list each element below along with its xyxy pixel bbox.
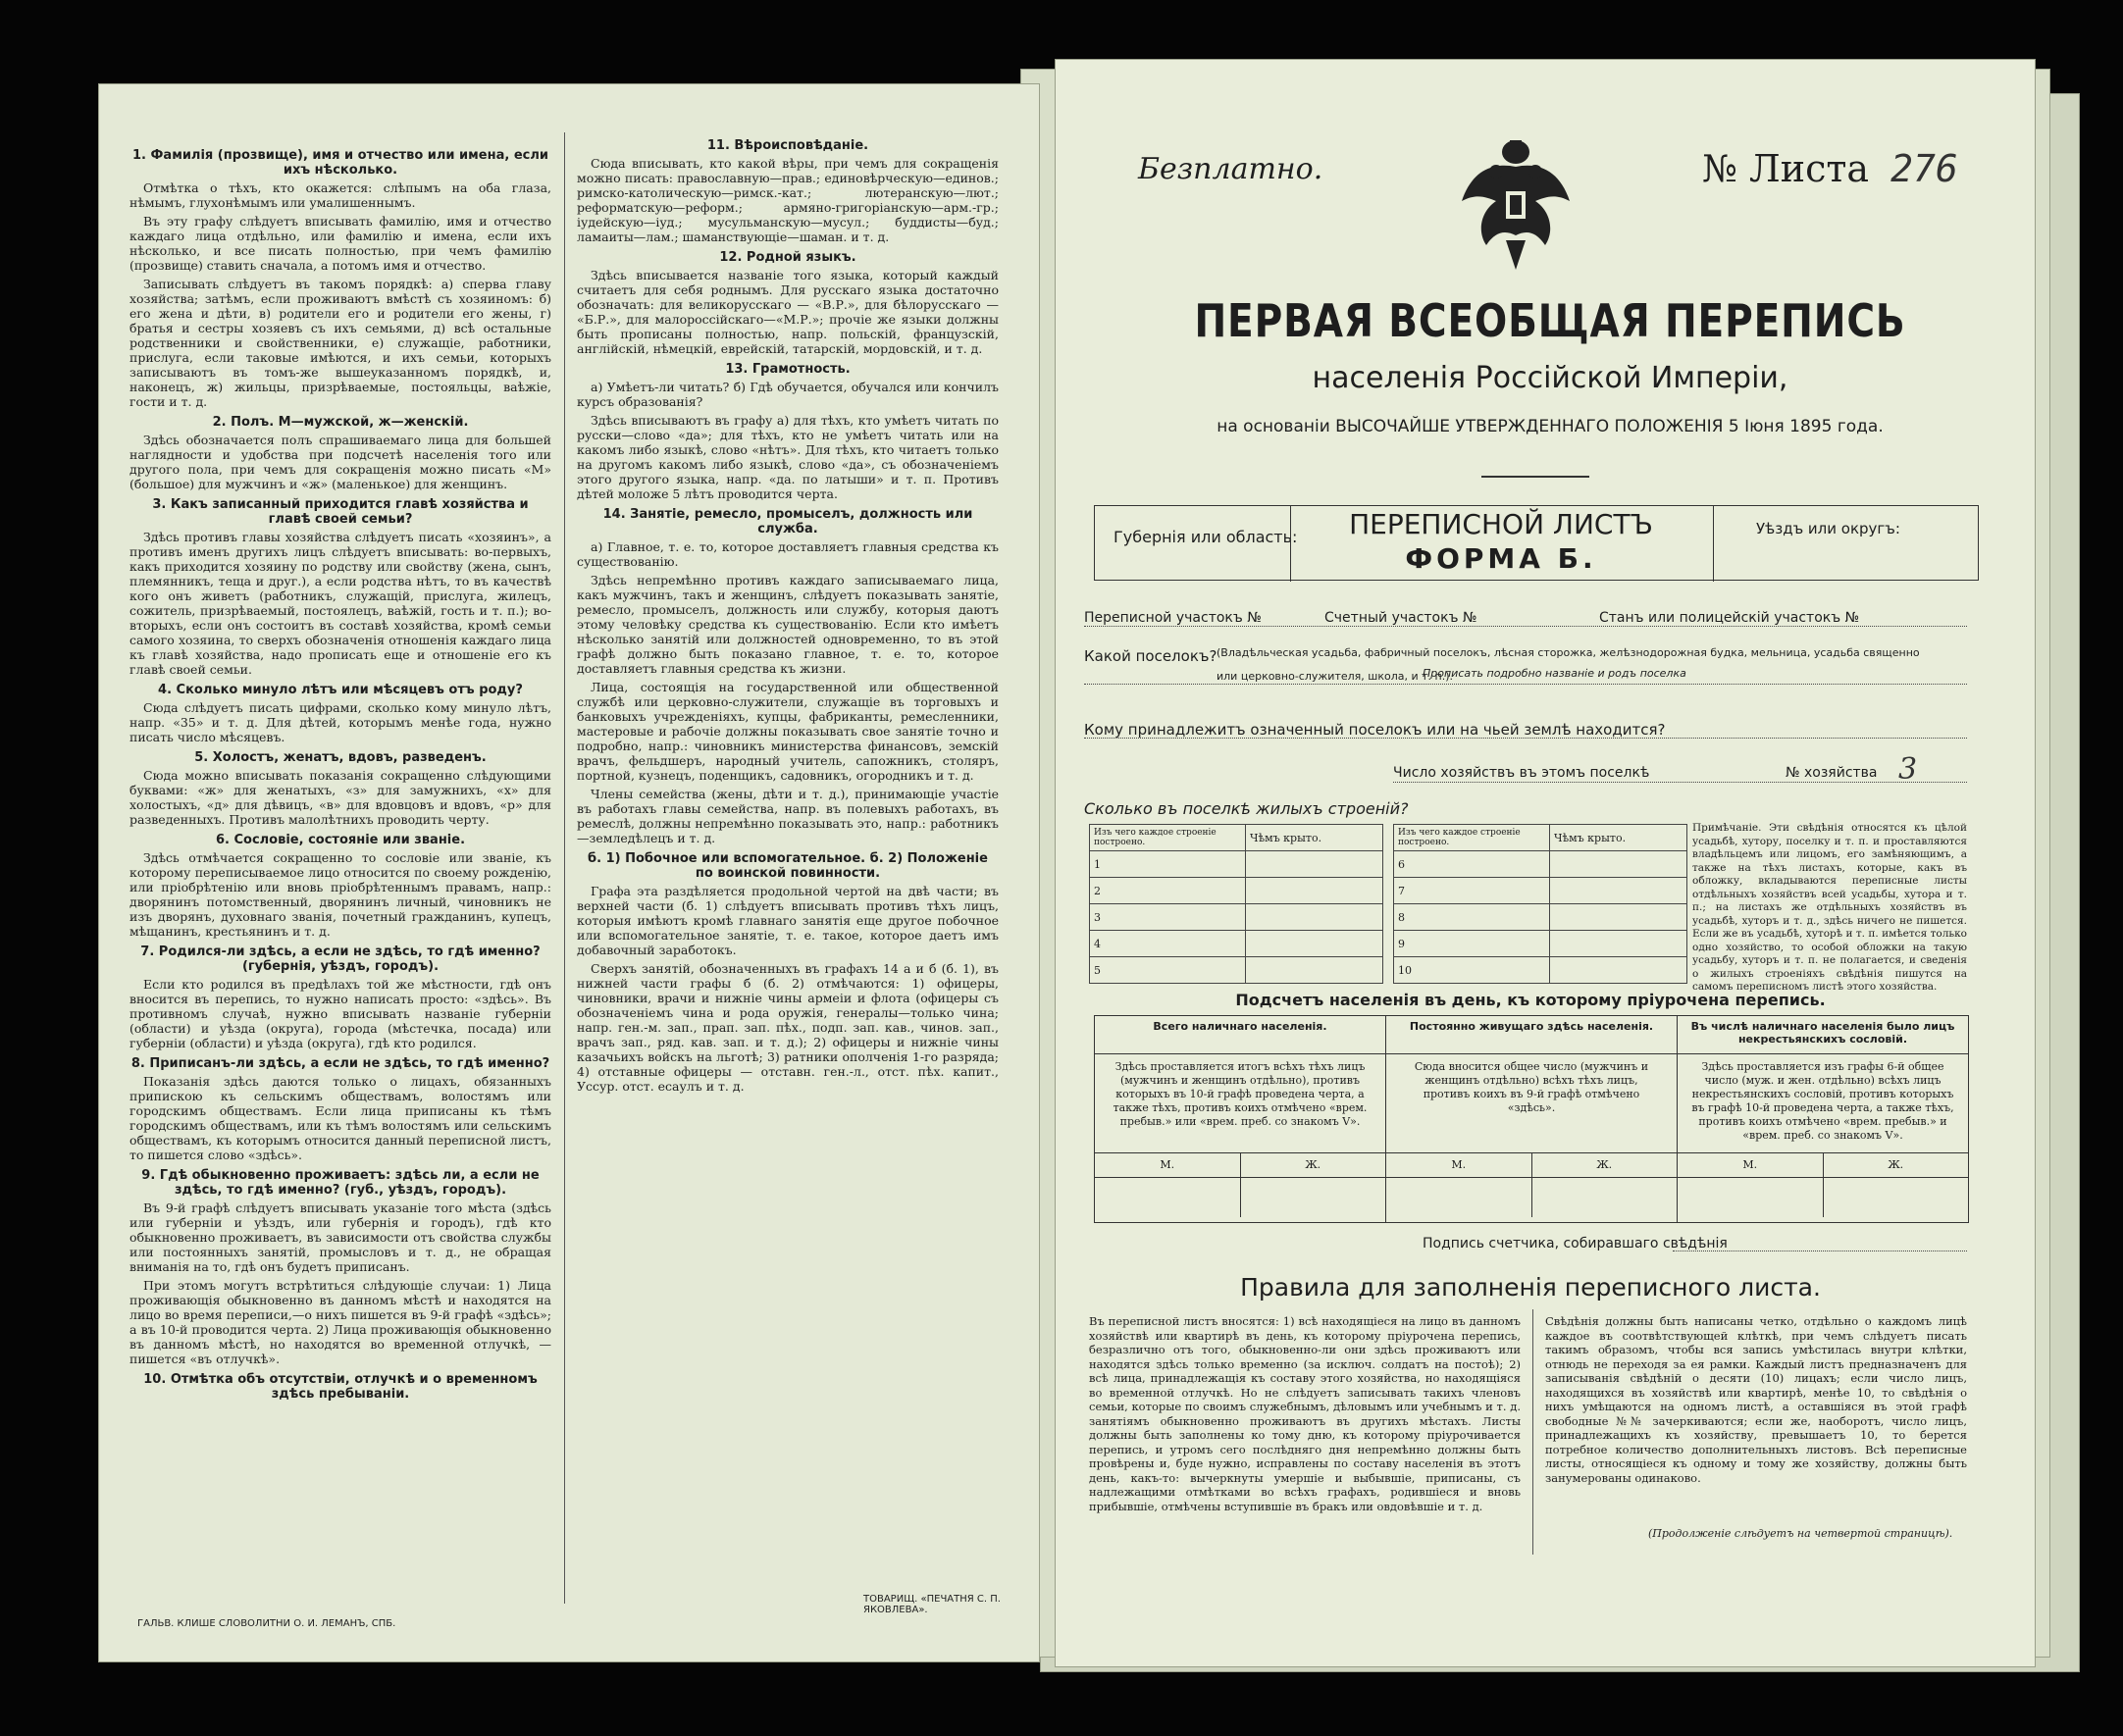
- female-header: Ж.: [1305, 1158, 1321, 1171]
- count-input-cell[interactable]: [1678, 1178, 1824, 1217]
- sheet-number-label: № Листа: [1702, 147, 1870, 190]
- section-heading: 1. Фамилія (прозвище), имя и отчество или имена, если ихъ нѣсколько.: [132, 148, 548, 178]
- count-input-cell[interactable]: [1824, 1178, 1969, 1217]
- building-number: 4: [1090, 931, 1246, 957]
- settlement-label: Какой поселокъ?: [1084, 647, 1217, 665]
- count-column: [1386, 1016, 1678, 1222]
- double-headed-eagle-icon: [1452, 132, 1579, 280]
- table-row: [1090, 851, 1383, 878]
- count-column-text: Сюда вносится общее число (мужчинъ и женщинъ отдѣльно) всѣхъ тѣхъ лицъ, противъ коихъ въ 9-й графѣ отмѣчено «здѣсь».: [1414, 1060, 1649, 1114]
- table-row: [1090, 878, 1383, 904]
- census-basis: на основаніи ВЫСОЧАЙШЕ УТВЕРЖДЕННАГО ПОЛОЖЕНІЯ 5 Іюня 1895 года.: [1217, 417, 1884, 436]
- roof-cell[interactable]: [1246, 931, 1383, 957]
- divider: [1481, 476, 1589, 478]
- section-heading: 9. Гдѣ обыкновенно проживаетъ: здѣсь ли, а если не здѣсь, то гдѣ именно? (губ., уѣздъ, городъ).: [141, 1168, 540, 1198]
- rules-continued: (Продолженіе слѣдуетъ на четвертой страницѣ).: [1648, 1527, 1953, 1540]
- buildings-label: Сколько въ поселкѣ жилыхъ строеній?: [1084, 799, 1409, 818]
- buildings-note: Примѣчаніе. Эти свѣдѣнія относятся къ цѣлой усадьбѣ, хутору, поселку и т. п. и проставляются владѣльцемъ или лицомъ, его замѣняющимъ, а также на тѣхъ листахъ, которые, какъ въ обложку, вкладываются переписные листы отдѣльныхъ хозяйствъ всей усадьбы, хутора и т. п.; на листахъ же отдѣльныхъ хозяйствъ въ усадьбѣ, хуторъ и т. д., здѣсь ничего не пишется. Если же въ усадьбѣ, хуторѣ и т. п. имѣется только одно хозяйство, то особой обложки на такую усадьбу, хуторъ и т. п. не полагается, и сведенія о жилыхъ строеніяхъ свѣдѣнія пишутся на самомъ переписномъ листѣ этого хозяйства.: [1692, 822, 1967, 993]
- settlement-hint-detail: Прописать подробно названіе и родъ поселка: [1423, 667, 1686, 680]
- building-number: 10: [1394, 957, 1550, 984]
- section-heading: 3. Какъ записанный приходится главѣ хозяйства и главѣ своей семьи?: [152, 497, 529, 527]
- column-divider: [564, 132, 565, 1604]
- count-column-head: Въ числѣ наличнаго населенія было лицъ некрестьянскихъ сословій.: [1678, 1016, 1968, 1054]
- form-title: ПЕРЕПИСНОЙ ЛИСТЪ: [1349, 508, 1653, 540]
- uezd-label: Уѣздъ или округъ:: [1756, 520, 1900, 537]
- table-row: [1090, 931, 1383, 957]
- form-subtitle: ФОРМА Б.: [1405, 542, 1597, 575]
- section-paragraph: Здѣсь вписываютъ въ графу а) для тѣхъ, кто умѣетъ читать по русски—слово «да»; для тѣхъ, кто не умѣетъ читать или на какомъ либо языкѣ, слово «нѣтъ». Для тѣхъ, кто читаетъ только на другомъ какомъ либо языкѣ, слово «да», съ обозначеніемъ этого другого языка, напр. «да. по латыши» и т. п. Противъ дѣтей моложе 5 лѣтъ проводится черта.: [577, 413, 999, 501]
- census-district-field[interactable]: [1084, 626, 1967, 627]
- table-row: [1394, 851, 1687, 878]
- roof-cell[interactable]: [1246, 957, 1383, 984]
- left-page: [98, 83, 1040, 1662]
- police-district-label: Станъ или полицейскій участокъ №: [1599, 610, 1860, 626]
- section-heading: 5. Холостъ, женатъ, вдовъ, разведенъ.: [194, 750, 487, 765]
- section-paragraph: Лица, состоящія на государственной или общественной службѣ или церковно-служители, служащіе въ торговыхъ и банковыхъ учрежденіяхъ, купцы, фабриканты, ремесленники, мастеровые и рабочіе должны показывать свое занятіе точно и подробно, напр.: чиновникъ министерства финансовъ, земскій врачъ, фельдшеръ, народный учитель, сапожникъ, столяръ, портной, кузнецъ, поденщикъ, садовникъ, огородникъ и т. д.: [577, 680, 999, 783]
- count-column: [1095, 1016, 1386, 1222]
- section-heading: 4. Сколько минуло лѣтъ или мѣсяцевъ отъ роду?: [158, 683, 523, 697]
- printer-credit-left: ГАЛЬВ. КЛИШЕ СЛОВОЛИТНИ О. И. ЛЕМАНЪ, СПБ.: [137, 1618, 396, 1629]
- households-field[interactable]: [1393, 782, 1967, 783]
- settlement-field[interactable]: [1084, 684, 1967, 685]
- building-number: 8: [1394, 904, 1550, 931]
- printer-credit-right: ТОВАРИЩ. «ПЕЧАТНЯ С. П. ЯКОВЛЕВА».: [863, 1594, 1001, 1615]
- household-number-label: № хозяйства: [1786, 765, 1878, 781]
- table-row: [1090, 904, 1383, 931]
- section-heading: 10. Отмѣтка объ отсутствіи, отлучкѣ и о временномъ здѣсь пребываніи.: [143, 1372, 538, 1402]
- census-title: ПЕРВАЯ ВСЕОБЩАЯ ПЕРЕПИСЬ: [1194, 294, 1906, 347]
- sheet-number-value: 276: [1890, 147, 1958, 190]
- section-paragraph: Сюда слѣдуетъ писать цифрами, сколько кому минуло лѣтъ, напр. «35» и т. д. Для дѣтей, которымъ менѣе года, нужно писать число мѣсяцевъ.: [129, 700, 551, 744]
- sheet-number: [1702, 147, 1958, 190]
- section-paragraph: Сверхъ занятій, обозначенныхъ въ графахъ 14 а и б (б. 1), въ нижней части графы б (б. 2) отмѣчаются: 1) офицеры, чиновники, врачи и нижніе чины армеіи и флота (офицеры съ обозначеніемъ чина и рода оружія, генералы—только чина; напр. ген.-м. зап., прап. зап. пѣх., подп. зап. кав., чинов. зап., врачъ зап., ряд. кав. зап. и т. д.); 2) офицеры и нижніе чины казачьихъ войскъ на льготѣ; 3) ратники ополченія 1-го разряда; 4) отставные офицеры — отставн. ген.-л., отст. пѣх. капит., Уссур. отст. есаулъ и т. д.: [577, 961, 999, 1094]
- section-heading: 13. Грамотность.: [725, 362, 851, 377]
- rules-right-text: Свѣдѣнія должны быть написаны четко, отдѣльно о каждомъ лицѣ каждое въ соотвѣтствующей клѣткѣ, при чемъ слѣдуетъ писать такимъ образомъ, чтобы вся запись умѣстилась внутри клѣтки, отнюдь не переходя за ея рамки. Каждый листъ предназначенъ для записыванія свѣдѣній о десяти (10) лицахъ; если число лицъ, находящихся въ хозяйствѣ или квартирѣ, менѣе 10, то свѣдѣнія о нихъ умѣщаются на одномъ листѣ, а оставшіяся въ этой графѣ свободные №№ зачеркиваются; если же, наоборотъ, число лицъ, принадлежащихъ къ хозяйству, превышаетъ 10, то берется потребное количество дополнительныхъ листовъ. Всѣ переписные листы, относящіеся къ одному и тому же хозяйству, должны быть занумерованы одинаково.: [1545, 1314, 1967, 1485]
- building-number: 5: [1090, 957, 1246, 984]
- section-paragraph: Сюда вписывать, кто какой вѣры, при чемъ для сокращенія можно писать: православную—прав.; единовѣрческую—единов.; римско-католическую—римск.-кат.; лютеранскую—лют.; реформатскую—реформ.; армяно-григоріанскую—арм.-гр.; іудейскую—іуд.; мусульманскую—мусул.; буддисты—буд.; ламаиты—лам.; шаманствующіе—шаман. и т. д.: [577, 156, 999, 244]
- section-heading: б. 1) Побочное или вспомогательное. б. 2) Положеніе по воинской повинности.: [588, 851, 988, 881]
- roof-cell[interactable]: [1550, 904, 1687, 931]
- count-input-cell[interactable]: [1386, 1178, 1532, 1217]
- section-paragraph: а) Умѣетъ-ли читать? б) Гдѣ обучается, обучался или кончилъ курсъ образованія?: [577, 380, 999, 409]
- female-header: Ж.: [1596, 1158, 1613, 1171]
- section-heading: 12. Родной языкъ.: [719, 250, 856, 265]
- section-heading: 7. Родился-ли здѣсь, а если не здѣсь, то гдѣ именно? (губернія, уѣздъ, городъ).: [140, 945, 541, 974]
- count-column-head: Всего наличнаго населенія.: [1095, 1016, 1385, 1054]
- section-heading: 6. Сословіе, состояніе или званіе.: [215, 833, 466, 847]
- build-head-roof: Чѣмъ крыто.: [1550, 825, 1687, 851]
- settlement-hint: (Владѣльческая усадьба, фабричный поселокъ, лѣсная сторожка, желѣзнодорожная будка, мельница, усадьба священно или церковно-служителя, школа, и т. п.).: [1217, 646, 1920, 683]
- section-paragraph: Въ эту графу слѣдуетъ вписывать фамилію, имя и отчество каждаго лица отдѣльно, или фамилію и имена, если ихъ нѣсколько, и все писать полностью, при чемъ фамилію (прозвище) ставить сначала, а потомъ имя и отчество.: [129, 214, 551, 273]
- owner-field[interactable]: [1084, 738, 1967, 739]
- section-paragraph: Записывать слѣдуетъ въ такомъ порядкѣ: а) сперва главу хозяйства; затѣмъ, если проживаютъ вмѣстѣ съ хозяиномъ: б) его жена и дѣти, в) родители его и родители его жены, г) братья и сестры хозяевъ съ ихъ семьями, д) всѣ остальные родственники и свойственники, е) служащіе, работники, прислуга, если таковые имѣются, и ихъ семьи, которыхъ записываютъ въ томъ-же вышеуказанномъ порядкѣ, и, наконецъ, ж) жильцы, призрѣваемые, постояльцы, ваѣжіе, гости и т. д.: [129, 277, 551, 409]
- section-paragraph: Показанія здѣсь даются только о лицахъ, обязанныхъ припискою къ сельскимъ обществамъ, волостямъ или городскимъ обществамъ. Если лица приписаны къ тѣмъ городскимъ обществамъ, или къ тѣмъ волостямъ или сельскимъ обществамъ, къ которымъ относится данный переписной листъ, то пишется слово «здѣсь».: [129, 1074, 551, 1162]
- section-paragraph: Если кто родился въ предѣлахъ той же мѣстности, гдѣ онъ вносится въ перепись, то нужно написать просто: «здѣсь». Въ противномъ случаѣ, нужно вписывать названіе губерніи (области) и уѣзда (округа), города (мѣстечка, посада) или губерніи (области) и уѣзда (округа), гдѣ кто родился.: [129, 977, 551, 1050]
- count-column: [1678, 1016, 1968, 1222]
- count-input-cell[interactable]: [1532, 1178, 1678, 1217]
- rules-divider: [1532, 1309, 1533, 1555]
- free-label: Безплатно.: [1138, 152, 1323, 186]
- count-input-cell[interactable]: [1241, 1178, 1386, 1217]
- section-paragraph: а) Главное, т. е. то, которое доставляетъ главныя средства къ существованію.: [577, 539, 999, 569]
- roof-cell[interactable]: [1550, 931, 1687, 957]
- roof-cell[interactable]: [1550, 851, 1687, 878]
- section-paragraph: При этомъ могутъ встрѣтиться слѣдующіе случаи: 1) Лица проживающія обыкновенно въ данномъ мѣстѣ и находятся на лицо во время переписи,—о нихъ пишется въ 9-й графѣ «здѣсь»; а въ 10-й проводится черта. 2) Лица проживающія обыкновенно въ данномъ мѣстѣ, но находятся во временной отлучкѣ, — пишется «въ отлучкѣ».: [129, 1278, 551, 1366]
- build-head-roof: Чѣмъ крыто.: [1246, 825, 1383, 851]
- male-header: М.: [1095, 1153, 1241, 1177]
- province-label: Губернія или область:: [1113, 528, 1298, 546]
- building-number: 3: [1090, 904, 1246, 931]
- population-count-title: Подсчетъ населенія въ день, къ которому пріурочена перепись.: [1235, 991, 1826, 1009]
- rules-title: Правила для заполненія переписного листа.: [1240, 1273, 1821, 1302]
- section-heading: 11. Вѣроисповѣданіе.: [706, 138, 869, 153]
- building-number: 9: [1394, 931, 1550, 957]
- count-input-cell[interactable]: [1095, 1178, 1241, 1217]
- male-header: М.: [1678, 1153, 1824, 1177]
- section-paragraph: Здѣсь противъ главы хозяйства слѣдуетъ писать «хозяинъ», а противъ именъ другихъ лицъ слѣдуетъ вписывать: во-первыхъ, какъ приходится хозяину по родству или свойству (жена, сынъ, племянникъ, теща и друг.), а если родства нѣтъ, то въ качествѣ кого онъ живетъ (работникъ, служащій, прислуга, жилецъ, сожитель, призрѣваемый, постоялецъ, ваѣжій, гость и т. п.); во-вторыхъ, если онъ состоитъ въ составѣ хозяйства, кромѣ семьи самого хозяина, то сверхъ обозначенія отношенія каждаго лица къ главѣ хозяйства, надо прописать еще и отношеніе его къ главѣ своей семьи.: [129, 530, 551, 677]
- section-paragraph: Здѣсь непремѣнно противъ каждаго записываемаго лица, какъ мужчинъ, такъ и женщинъ, слѣдуетъ показывать занятіе, ремесло, промыселъ, должность или службу, которыя даютъ этому человѣку средства къ существованію. Если кто имѣетъ нѣсколько занятій или должностей одновременно, то въ этой графѣ должно быть показано главное, т. е. то, которое доставляетъ главныя средства къ жизни.: [577, 573, 999, 676]
- instructions-column-1: [129, 142, 551, 1594]
- section-paragraph: Здѣсь обозначается полъ спрашиваемаго лица для большей наглядности и удобства при подсчетѣ населенія того или другого пола, при чемъ для сокращенія можно писать «М» (большое) для мужчинъ и «ж» (маленькое) для женщинъ.: [129, 433, 551, 491]
- female-header: Ж.: [1888, 1158, 1904, 1171]
- instructions-column-2: [577, 132, 999, 1594]
- population-count-table: [1094, 1015, 1969, 1223]
- signature-label: Подпись счетчика, собиравшаго свѣдѣнія: [1423, 1236, 1728, 1251]
- rules-left-text: Въ переписной листъ вносятся: 1) всѣ находящіеся на лицо въ данномъ хозяйствѣ или квартирѣ въ день, къ которому пріурочена перепись, безразлично отъ того, обыкновенно-ли они здѣсь проживаютъ или находятся здѣсь только временно (за исключ. солдатъ на постоѣ); 2) всѣ лица, принадлежащія къ составу этого хозяйства, но находящіяся во временной отлучкѣ. Но не слѣдуетъ записывать такихъ членовъ семьи, которые по своимъ служебнымъ, дѣловымъ или учебнымъ и т. д. занятіямъ обыкновенно проживаютъ въ другихъ мѣстахъ. Листы должны быть заполнены ко тому дню, къ которому пріурочивается перепись, и утромъ сего послѣдняго дня непремѣнно должны быть провѣрены и, буде нужно, исправлены по составу населенія въ этотъ день, какъ-то: вычеркнуты умершіе и выбывшіе, приписаны, съ надлежащими отмѣтками во всѣхъ графахъ, родившіеся и вновь прибывшіе, отмѣчены вступившіе въ бракъ или овдовѣвшіе и т. д.: [1089, 1314, 1521, 1513]
- buildings-table-right: [1393, 824, 1687, 984]
- roof-cell[interactable]: [1550, 957, 1687, 984]
- building-number: 6: [1394, 851, 1550, 878]
- section-paragraph: Сюда можно вписывать показанія сокращенно слѣдующими буквами: «ж» для женатыхъ, «з» для замужнихъ, «х» для холостыхъ, «д» для дѣвицъ, «в» для вдовцовъ и вдовъ, «р» для разведенныхъ. Противъ малолѣтнихъ проводить черту.: [129, 768, 551, 827]
- section-heading: 8. Приписанъ-ли здѣсь, а если не здѣсь, то гдѣ именно?: [130, 1056, 550, 1071]
- household-number-value: 3: [1898, 752, 1918, 787]
- census-subtitle: населенія Россійской Имперіи,: [1312, 361, 1788, 395]
- section-paragraph: Отмѣтка о тѣхъ, кто окажется: слѣпымъ на оба глаза, нѣмымъ, глухонѣмымъ или умалишеннымъ.: [129, 180, 551, 210]
- table-row: [1394, 878, 1687, 904]
- section-paragraph: Графа эта раздѣляется продольной чертой на двѣ части; въ верхней части (б. 1) слѣдуетъ вписывать противъ тѣхъ лицъ, которыя имѣютъ кромѣ главнаго занятія еще другое побочное или вспомогательное занятіе, т. е. такое, которое даетъ имъ добавочный заработокъ.: [577, 884, 999, 957]
- table-row: [1394, 957, 1687, 984]
- table-row: [1090, 957, 1383, 984]
- owner-label: Кому принадлежитъ означенный поселокъ или на чьей землѣ находится?: [1084, 721, 1666, 739]
- table-row: [1394, 904, 1687, 931]
- section-paragraph: Здѣсь вписывается названіе того языка, который каждый считаетъ для себя роднымъ. Для русскаго языка достаточно обозначать: для великорусскаго — «В.Р.», для бѣлорусскаго — «Б.Р.», для малороссійскаго—«М.Р.»; прочіе же языки должны быть прописаны полностью, напр. польскій, французскій, англійскій, нѣмецкій, еврейскій, татарскій, мордовскій, и т. д.: [577, 268, 999, 356]
- build-head-material: Изъ чего каждое строеніе построено.: [1090, 825, 1246, 851]
- male-header: М.: [1386, 1153, 1532, 1177]
- section-heading: 14. Занятіе, ремесло, промыселъ, должность или служба.: [602, 507, 973, 536]
- roof-cell[interactable]: [1246, 851, 1383, 878]
- count-column-head: Постоянно живущаго здѣсь населенія.: [1386, 1016, 1677, 1054]
- section-heading: 2. Полъ. М—мужской, ж—женскій.: [212, 415, 469, 430]
- section-paragraph: Члены семейства (жены, дѣти и т. д.), принимающіе участіе въ работахъ главы семейства, напр. въ полевыхъ работахъ, въ ремеслѣ, должны непремѣнно показывать это, напр.: работникъ—земледѣлецъ и т. д.: [577, 787, 999, 845]
- roof-cell[interactable]: [1550, 878, 1687, 904]
- buildings-table-left: [1089, 824, 1383, 984]
- roof-cell[interactable]: [1246, 878, 1383, 904]
- count-district-label: Счетный участокъ №: [1324, 610, 1477, 626]
- count-column-text: Здѣсь проставляется изъ графы 6-й общее число (муж. и жен. отдѣльно) всѣхъ лицъ некрестьянскихъ сословій, противъ которыхъ въ графѣ 10-й проведена черта, а также тѣхъ, противъ коихъ отмѣчено «врем. пребыв.» и «врем. преб. со знакомъ V».: [1691, 1060, 1954, 1142]
- building-number: 7: [1394, 878, 1550, 904]
- count-column-text: Здѣсь проставляется итогъ всѣхъ тѣхъ лицъ (мужчинъ и женщинъ отдѣльно), противъ которыхъ въ 10-й графѣ проведена черта, а также тѣхъ, противъ коихъ отмѣчено «врем. пребыв.» или «врем. преб. со знакомъ V».: [1113, 1060, 1368, 1128]
- roof-cell[interactable]: [1246, 904, 1383, 931]
- building-number: 1: [1090, 851, 1246, 878]
- households-count-label: Число хозяйствъ въ этомъ поселкѣ: [1393, 765, 1650, 781]
- census-district-label: Переписной участокъ №: [1084, 610, 1262, 626]
- section-paragraph: Здѣсь отмѣчается сокращенно то сословіе или званіе, къ которому переписываемое лицо относится по своему рожденію, или пріобрѣтенію или вновь пріобрѣтеннымъ правамъ, напр.: дворянинъ потомственный, дворянинъ личный, чиновникъ не изъ дворянъ, духовнаго званія, почетный гражданинъ, купецъ, мѣщанинъ, крестьянинъ и т. д.: [129, 850, 551, 939]
- building-number: 2: [1090, 878, 1246, 904]
- build-head-material: Изъ чего каждое строеніе построено.: [1394, 825, 1550, 851]
- table-row: [1394, 931, 1687, 957]
- section-paragraph: Въ 9-й графѣ слѣдуетъ вписывать указаніе того мѣста (здѣсь или губерніи и уѣздъ, или губернія и городъ), гдѣ кто обыкновенно проживаетъ, въ зависимости отъ свойства службы или постоянныхъ занятій, промысловъ и т. д., не обращая вниманія на то, гдѣ онъ будетъ приписанъ.: [129, 1200, 551, 1274]
